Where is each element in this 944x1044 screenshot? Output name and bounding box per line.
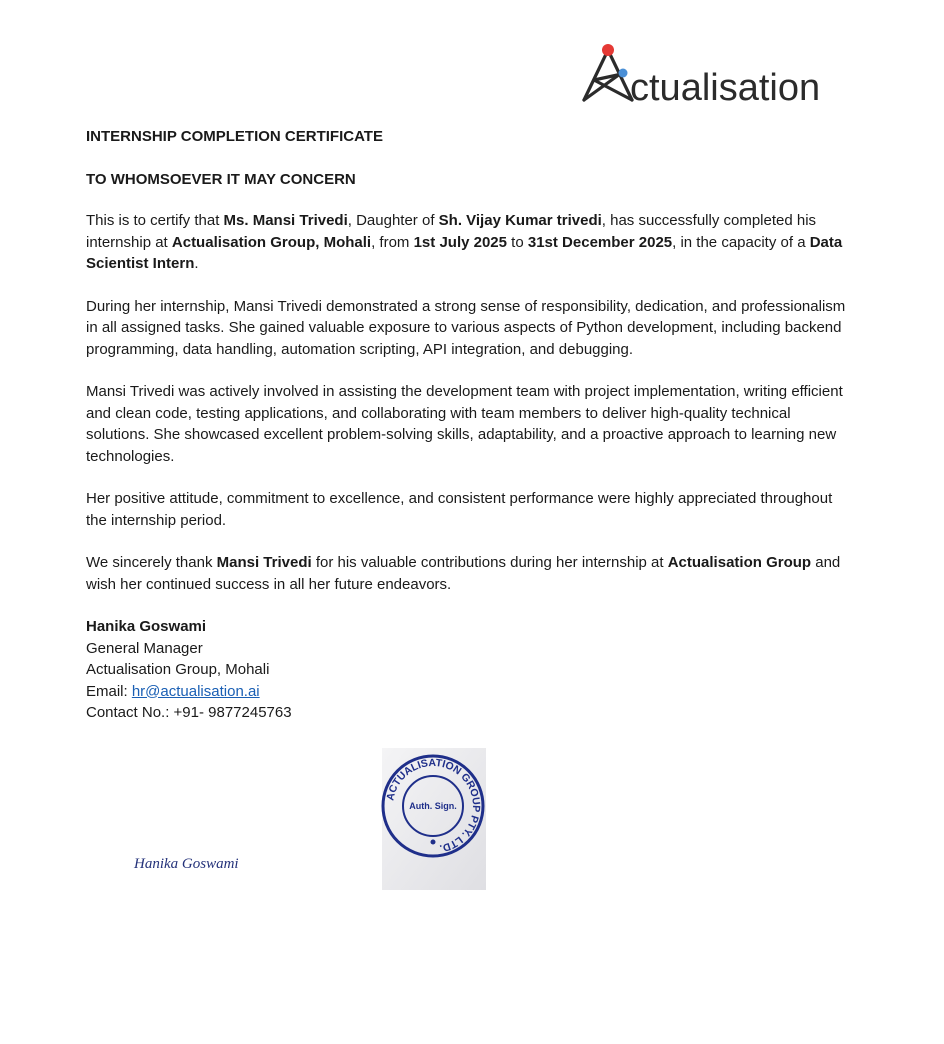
- paragraph-attitude: Her positive attitude, commitment to excellence, and consistent performance were highly appreciated throughout the internship period.: [86, 490, 833, 529]
- intern-name: Ms. Mansi Trivedi: [223, 212, 348, 229]
- certificate-body: [86, 126, 856, 724]
- salutation: TO WHOMSOEVER IT MAY CONCERN: [86, 170, 356, 188]
- thanks-company-name: Actualisation Group: [667, 554, 812, 571]
- logo-blue-node: [619, 69, 628, 78]
- paragraph-certification: This is to certify that Ms. Mansi Trivedi, Daughter of Sh. Vijay Kumar trivedi, has successfully completed his internship at Actualisation Group, Mohali, from 1st July 2025 to 31st December 2025, in the capacity of a Data Scientist Intern.: [86, 212, 843, 272]
- actualisation-a-network-icon: [578, 40, 848, 110]
- signatory-contact: Contact No.: +91- 9877245763: [86, 704, 292, 721]
- signatory-email-line: Email: hr@actualisation.ai: [86, 682, 260, 700]
- certificate-title: INTERNSHIP COMPLETION CERTIFICATE: [86, 128, 383, 145]
- signatory-org: Actualisation Group, Mohali: [86, 661, 270, 678]
- role-title: Data Scientist Intern: [86, 233, 843, 272]
- signature-text: Hanika Goswami: [134, 856, 239, 872]
- email-link[interactable]: hr@actualisation.ai: [131, 682, 260, 700]
- signatory-name: Hanika Goswami: [86, 618, 207, 635]
- paragraph-responsibilities: During her internship, Mansi Trivedi demonstrated a strong sense of responsibility, dedication, and professionalism in all assigned tasks. She gained valuable exposure to various aspects of Python development, including backend programming, data handling, automation scripting, API integration, and debugging.: [86, 297, 846, 358]
- company-logo: [578, 40, 848, 110]
- handwritten-signature: [132, 848, 282, 878]
- signatory-role: General Manager: [86, 639, 203, 657]
- stamp-star-icon: [431, 840, 436, 845]
- stamp-center-text: Auth. Sign.: [409, 801, 457, 811]
- start-date: 1st July 2025: [413, 233, 507, 251]
- paragraph-contributions: Mansi Trivedi was actively involved in assisting the development team with project implementation, writing efficient and clean code, testing applications, and collaborating with team members to deliver high-quality technical solutions. She showcased excellent problem-solving skills, adaptability, and a proactive approach to learning new technologies.: [86, 383, 843, 465]
- company-location: Actualisation Group, Mohali: [171, 233, 372, 251]
- stamp-ring-text: ACTUALISATION GROUP PTY. LTD.: [384, 756, 483, 855]
- paragraph-thanks: We sincerely thank Mansi Trivedi for his valuable contributions during her internship at Actualisation Group and wish her continued success in all her future endeavors.: [86, 554, 841, 593]
- signoff-block: [86, 616, 856, 724]
- logo-red-node: [602, 44, 614, 56]
- thanks-intern-name: Mansi Trivedi: [216, 554, 312, 571]
- logo-wordmark: ctualisation: [630, 67, 821, 109]
- end-date: 31st December 2025: [527, 233, 673, 251]
- parent-name: Sh. Vijay Kumar trivedi: [438, 212, 602, 229]
- company-stamp: [378, 746, 488, 891]
